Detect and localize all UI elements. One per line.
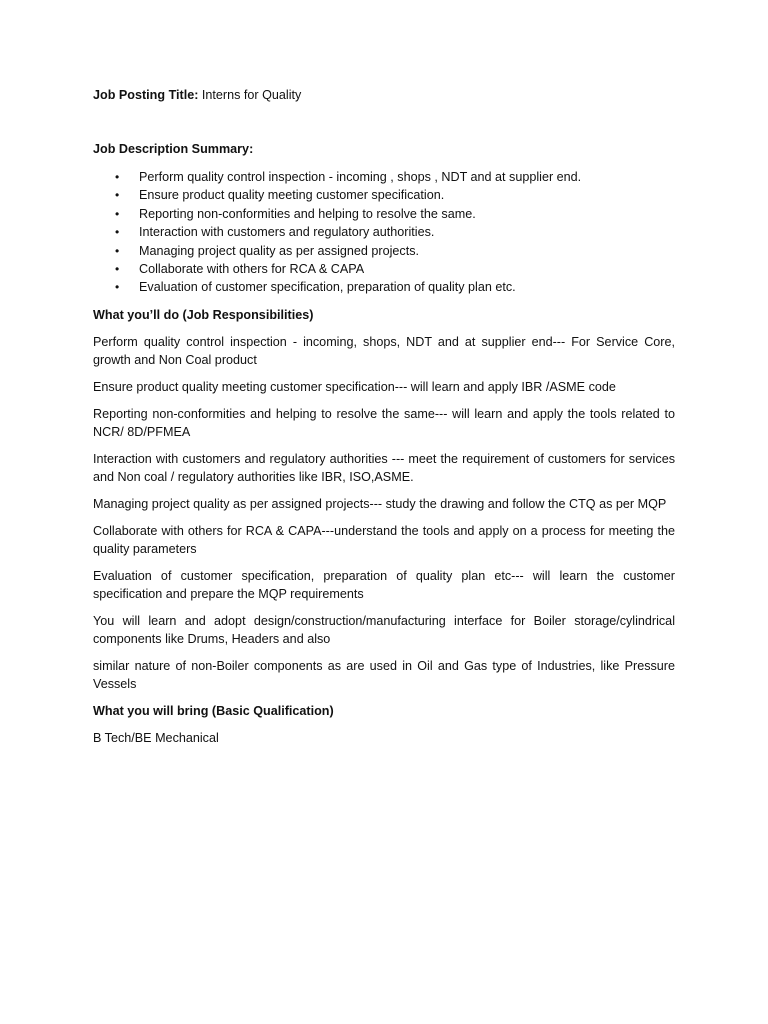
summary-item-text: Evaluation of customer specification, preparation of quality plan etc. (139, 280, 516, 295)
document-page (93, 86, 675, 747)
summary-heading: Job Description Summary: (93, 142, 254, 156)
responsibility-paragraph: Managing project quality as per assigned projects--- study the drawing and follow the CTQ as per MQP (93, 496, 667, 511)
summary-item (93, 242, 675, 260)
responsibility-paragraph: Interaction with customers and regulatory authorities --- meet the requirement of customers for services and Non coal / regulatory authorities like IBR, ISO,ASME. (93, 451, 675, 484)
responsibility-paragraph: Perform quality control inspection - incoming, shops, NDT and at supplier end--- For Service Core, growth and Non Coal product (93, 334, 675, 367)
posting-title-label: Job Posting Title: (93, 88, 199, 102)
summary-item (93, 186, 675, 204)
qualification-heading: What you will bring (Basic Qualification) (93, 703, 334, 718)
summary-item-text: Interaction with customers and regulatory authorities. (139, 225, 435, 240)
summary-item (93, 260, 675, 278)
summary-item (93, 168, 675, 186)
responsibility-paragraph: You will learn and adopt design/construction/manufacturing interface for Boiler storage/cylindrical components like Drums, Headers and also (93, 613, 675, 646)
summary-item (93, 223, 675, 241)
summary-item-text: Reporting non-conformities and helping to resolve the same. (139, 206, 476, 221)
posting-title-value: Interns for Quality (201, 88, 302, 102)
bullet-icon: • (115, 261, 120, 276)
summary-item-text: Collaborate with others for RCA & CAPA (139, 261, 365, 276)
bullet-icon: • (115, 243, 120, 258)
responsibility-paragraph: Collaborate with others for RCA & CAPA---understand the tools and apply on a process for meeting the quality parameters (93, 523, 675, 556)
bullet-icon: • (115, 170, 120, 184)
responsibility-paragraph: similar nature of non-Boiler components as are used in Oil and Gas type of Industries, like Pressure Vessels (93, 658, 675, 691)
posting-title-line (93, 86, 675, 104)
summary-item-text: Perform quality control inspection - incoming , shops , NDT and at supplier end. (139, 170, 582, 184)
responsibility-paragraph: Evaluation of customer specification, preparation of quality plan etc--- will learn the customer specification and prepare the MQP requirements (93, 568, 675, 601)
bullet-icon: • (115, 280, 120, 295)
summary-item (93, 278, 675, 296)
summary-item-text: Ensure product quality meeting customer specification. (139, 188, 445, 203)
bullet-icon: • (115, 188, 120, 203)
responsibility-paragraph: Ensure product quality meeting customer specification--- will learn and apply IBR /ASME code (93, 379, 616, 394)
bullet-icon: • (115, 206, 120, 221)
responsibilities-heading: What you’ll do (Job Responsibilities) (93, 307, 314, 322)
summary-item-text: Managing project quality as per assigned projects. (139, 243, 420, 258)
qualification-text: B Tech/BE Mechanical (93, 730, 219, 745)
bullet-icon: • (115, 225, 120, 240)
responsibility-paragraph: Reporting non-conformities and helping to resolve the same--- will learn and apply the tools related to NCR/ 8D/PFMEA (93, 406, 675, 439)
summary-list (93, 168, 675, 297)
summary-item (93, 205, 675, 223)
